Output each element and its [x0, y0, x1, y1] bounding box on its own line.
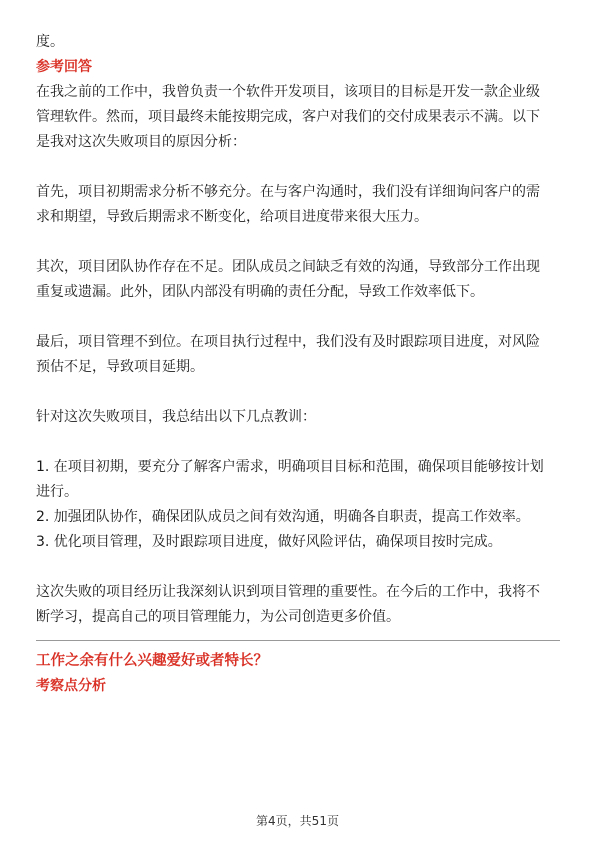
- analysis-label: 考察点分析: [36, 678, 106, 694]
- answer-label: 参考回答: [36, 59, 92, 75]
- reason-paragraph-1: [36, 180, 560, 230]
- lessons-intro: 针对这次失败项目，我总结出以下几点教训：: [36, 409, 316, 425]
- conclusion-paragraph: [36, 580, 560, 630]
- text-line: 其次，项目团队协作存在不足。团队成员之间缺乏有效的沟通，导致部分工作出现: [36, 259, 540, 275]
- page-content: [36, 30, 560, 699]
- text-line: 是我对这次失败项目的原因分析：: [36, 134, 246, 150]
- lessons-list: [36, 455, 560, 555]
- previous-paragraph-tail: 度。: [36, 34, 64, 50]
- paragraph-gap: [36, 555, 560, 580]
- text-line: 预估不足，导致项目延期。: [36, 359, 204, 375]
- question-heading: 工作之余有什么兴趣爱好或者特长？: [36, 653, 268, 669]
- reason-paragraph-3: [36, 330, 560, 380]
- text-line: 重复或遗漏。此外，团队内部没有明确的责任分配，导致工作效率低下。: [36, 284, 484, 300]
- text-line: 管理软件。然而，项目最终未能按期完成，客户对我们的交付成果表示不满。以下: [36, 109, 540, 125]
- lesson-item-3: 3. 优化项目管理，及时跟踪项目进度，做好风险评估，确保项目按时完成。: [36, 534, 502, 550]
- text-line: 断学习，提高自己的项目管理能力，为公司创造更多价值。: [36, 609, 400, 625]
- text-line: 进行。: [36, 484, 78, 500]
- paragraph-gap: [36, 305, 560, 330]
- page-number-footer: 第4页，共51页: [256, 814, 339, 828]
- text-line: 这次失败的项目经历让我深刻认识到项目管理的重要性。在今后的工作中，我将不: [36, 584, 540, 600]
- text-line: 1. 在项目初期，要充分了解客户需求，明确项目目标和范围，确保项目能够按计划: [36, 459, 544, 475]
- text-line: 最后，项目管理不到位。在项目执行过程中，我们没有及时跟踪项目进度，对风险: [36, 334, 540, 350]
- intro-paragraph: [36, 80, 560, 155]
- paragraph-gap: [36, 380, 560, 405]
- lesson-item-1: [36, 455, 560, 505]
- section-divider: [36, 640, 560, 641]
- paragraph-gap: [36, 430, 560, 455]
- lesson-item-2: 2. 加强团队协作，确保团队成员之间有效沟通，明确各自职责，提高工作效率。: [36, 509, 530, 525]
- paragraph-gap: [36, 155, 560, 180]
- paragraph-gap: [36, 230, 560, 255]
- text-line: 求和期望，导致后期需求不断变化，给项目进度带来很大压力。: [36, 209, 428, 225]
- text-line: 在我之前的工作中，我曾负责一个软件开发项目，该项目的目标是开发一款企业级: [36, 84, 540, 100]
- text-line: 首先，项目初期需求分析不够充分。在与客户沟通时，我们没有详细询问客户的需: [36, 184, 540, 200]
- reason-paragraph-2: [36, 255, 560, 305]
